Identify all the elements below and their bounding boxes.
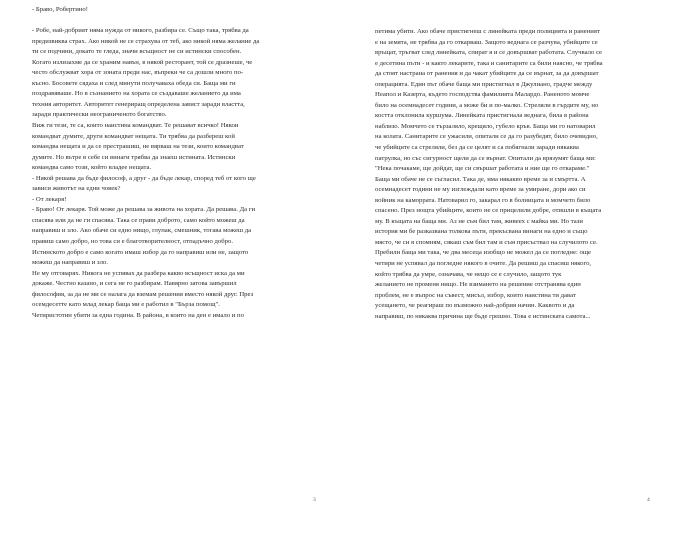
- text-line: спасено. През нощта убийците, които не се прицелили добре, отишли в къщата: [375, 207, 602, 215]
- text-line: командват думите, други командват нещата. Ти трябва да разбереш кой: [32, 132, 235, 140]
- text-line: че убийците са стреляли, без да се целят и са побягнали заради някаква: [375, 144, 579, 152]
- text-line: петима убити. Ако обаче пристигнеш с линейката преди полицията и раненият: [375, 28, 600, 35]
- text-line: Баща ми обаче не се съгласил. Така де, има някакво време за и смъртта. А: [375, 175, 586, 183]
- text-line: поздравяваше. Но в съзнанието на хората се създаваше желанието да има: [32, 90, 241, 98]
- right-page: [350, 0, 700, 540]
- text-line: философия, за да не ми се налага да вземам решения вместо някой друг. През: [32, 290, 254, 298]
- text-line: спасява или да не ги спасява. Така се прави доброто, само който можеш да: [32, 216, 245, 224]
- text-line: Истинското добро е само когато имаш избор да го направиш или не, защото: [32, 248, 249, 256]
- text-line: направиш, по някаква причина ще бъде грешно. Това е истинската самота...: [375, 312, 591, 320]
- text-line: често обслужват хора от зоната преди нас, въпреки че са дошли много по-: [32, 69, 244, 77]
- text-line: предизвиква страх. Ако никой не се страхува от теб, ако никой няма желание да: [32, 37, 260, 45]
- text-line: зависи животът на едни човек?: [32, 185, 121, 193]
- text-line: Пребили баща ми така, че два месеца изобщо не можел да се погледне: още: [375, 249, 591, 257]
- text-line: осемдесетте като млад лекар баща ми е работил в "Бърза помощ".: [32, 301, 220, 309]
- text-line: командва само този, който владее нещата.: [32, 164, 152, 172]
- text-line: който трябва да умре, означава, че нещо се е случило, защото тук: [375, 270, 562, 278]
- text-line: - Браво, Робертино!: [32, 6, 88, 13]
- text-line: направиш и зло. Ако обаче си едно нищо, глупак, смешник, тогава можеш да: [32, 227, 252, 235]
- text-line: операцията. Един път обаче баща ми пристигнал в Джулиано, градче между: [375, 80, 593, 88]
- paragraph-gap: [32, 16, 324, 27]
- text-line: Неапол и Казерта, където господства фамилията Малардо. Раненото момче: [375, 91, 590, 99]
- text-line: можеш да направиш и зло.: [32, 259, 108, 267]
- text-line: му. В къщата на баща ми. Аз не съм бил там, живеех с майка ми. Но тази: [375, 217, 583, 225]
- text-line: късно. Босовете сядаха и след минути получаваха обеда си. Баща ми ги: [32, 79, 236, 87]
- text-line: костта отклонила куршума. Линейката пристигнала веднага, била в района: [375, 112, 589, 120]
- text-line: войник на каморрата. Натоварил го, закарал го в болницата и момчето било: [375, 196, 591, 204]
- text-line: техния авторитет. Авторитет генериращ определена завист заради властта,: [32, 100, 245, 108]
- text-line: било на осемнадесет години, а може би и по-малко. Стреляли в гърдите му, но: [375, 101, 599, 109]
- text-line: - Робе, най-добрият няма нужда от никого, разбира се. Също така, трябва да: [32, 27, 249, 35]
- text-line: усещането, че реагираш по възможно най-добрия начин. Каквото и да: [375, 302, 575, 310]
- text-line: Четиристотин убити за една година. В районa, в които на ден е имало и по: [32, 311, 244, 319]
- page-number: 4: [647, 497, 650, 503]
- left-page-text: [32, 5, 324, 321]
- text-line: място, че си я спомням, сякаш съм бил там и съм присъствал на случилото се.: [375, 238, 598, 246]
- text-line: е десетина пъти - и както лекарите, така и санитарите са били наясно, че трябва: [375, 59, 603, 67]
- text-line: е на земята, не трябва да го откарваш. Защото веднага се разчува, убийците се: [375, 38, 598, 46]
- page-number: 3: [313, 497, 316, 503]
- text-line: заради практически неограниченото богатство.: [32, 111, 167, 119]
- text-line: Когато излизахме да се храним навън, в някой ресторант, той се дразнеше, че: [32, 58, 253, 66]
- text-line: на колата. Санитарите се ужасили, опитали се да го разубедят, било очевидно,: [375, 133, 598, 141]
- text-line: докаже. Честно казано, и сега не го разбирам. Навярно затова завършил: [32, 280, 237, 288]
- text-line: история ми бе разказвана толкова пъти, прекъсвана винаги на едно и също: [375, 228, 588, 236]
- text-line: да стоят настрана от ранения и да чакат убийците да се върнат, за да довършат: [375, 70, 599, 78]
- text-line: връщат, тръгват след линейката, спират я и се довършват работата. Случвало се: [375, 49, 602, 57]
- text-line: наблизо. Момчето се тързаляло, крещяло, губело кръв. Баща ми го натоварил: [375, 122, 596, 130]
- right-page-text: [375, 27, 667, 322]
- text-line: командва нещата и да се престрашиш, не вярваш на тези, които командват: [32, 143, 244, 151]
- text-line: - Някой решава да бъде философ, а друг - да бъде лекар, според теб от кого ще: [32, 174, 256, 182]
- text-line: четири не успявал да погледне някого в очите. Да решиш да спасиш някого,: [375, 260, 592, 268]
- text-line: думите. Но вътре в себе си винаги трябва да знаеш истината. Истински: [32, 153, 236, 161]
- text-line: проблем, не е въпрос на съвест, мисъл, избор, които наистина ти дават: [375, 291, 576, 299]
- text-line: патрулка, но със сигурност щели да се върнат. Опитали да врязумят баща ми:: [375, 154, 596, 162]
- text-line: "Нека почакаме, ще дойдат, ще си свършат работата и ние ще го откараме.": [375, 165, 590, 173]
- text-line: правиш само добро, но това си е благотворителност, отпадъчно добро.: [32, 238, 234, 246]
- text-line: Виж ги тези, те са, които наистина командват. Те решават всичко! Някои: [32, 122, 239, 130]
- text-line: осемнадесет години не му изглеждали като време за умиране, дори ако си: [375, 186, 586, 194]
- text-line: ти се подчини, докато те гледа, значи всъщност не си истински способен.: [32, 48, 242, 56]
- text-line: - От лекаря!: [32, 195, 67, 203]
- text-line: Не му отговарях. Никога не успявах да разбера какво всъщност иска да ми: [32, 269, 245, 277]
- text-line: желанието не променя нищо. Не взимането на решение отстранява един: [375, 281, 581, 289]
- text-line: - Браво! От лекаря. Той може да решава за живота на хората. Да решава. Да ги: [32, 206, 256, 214]
